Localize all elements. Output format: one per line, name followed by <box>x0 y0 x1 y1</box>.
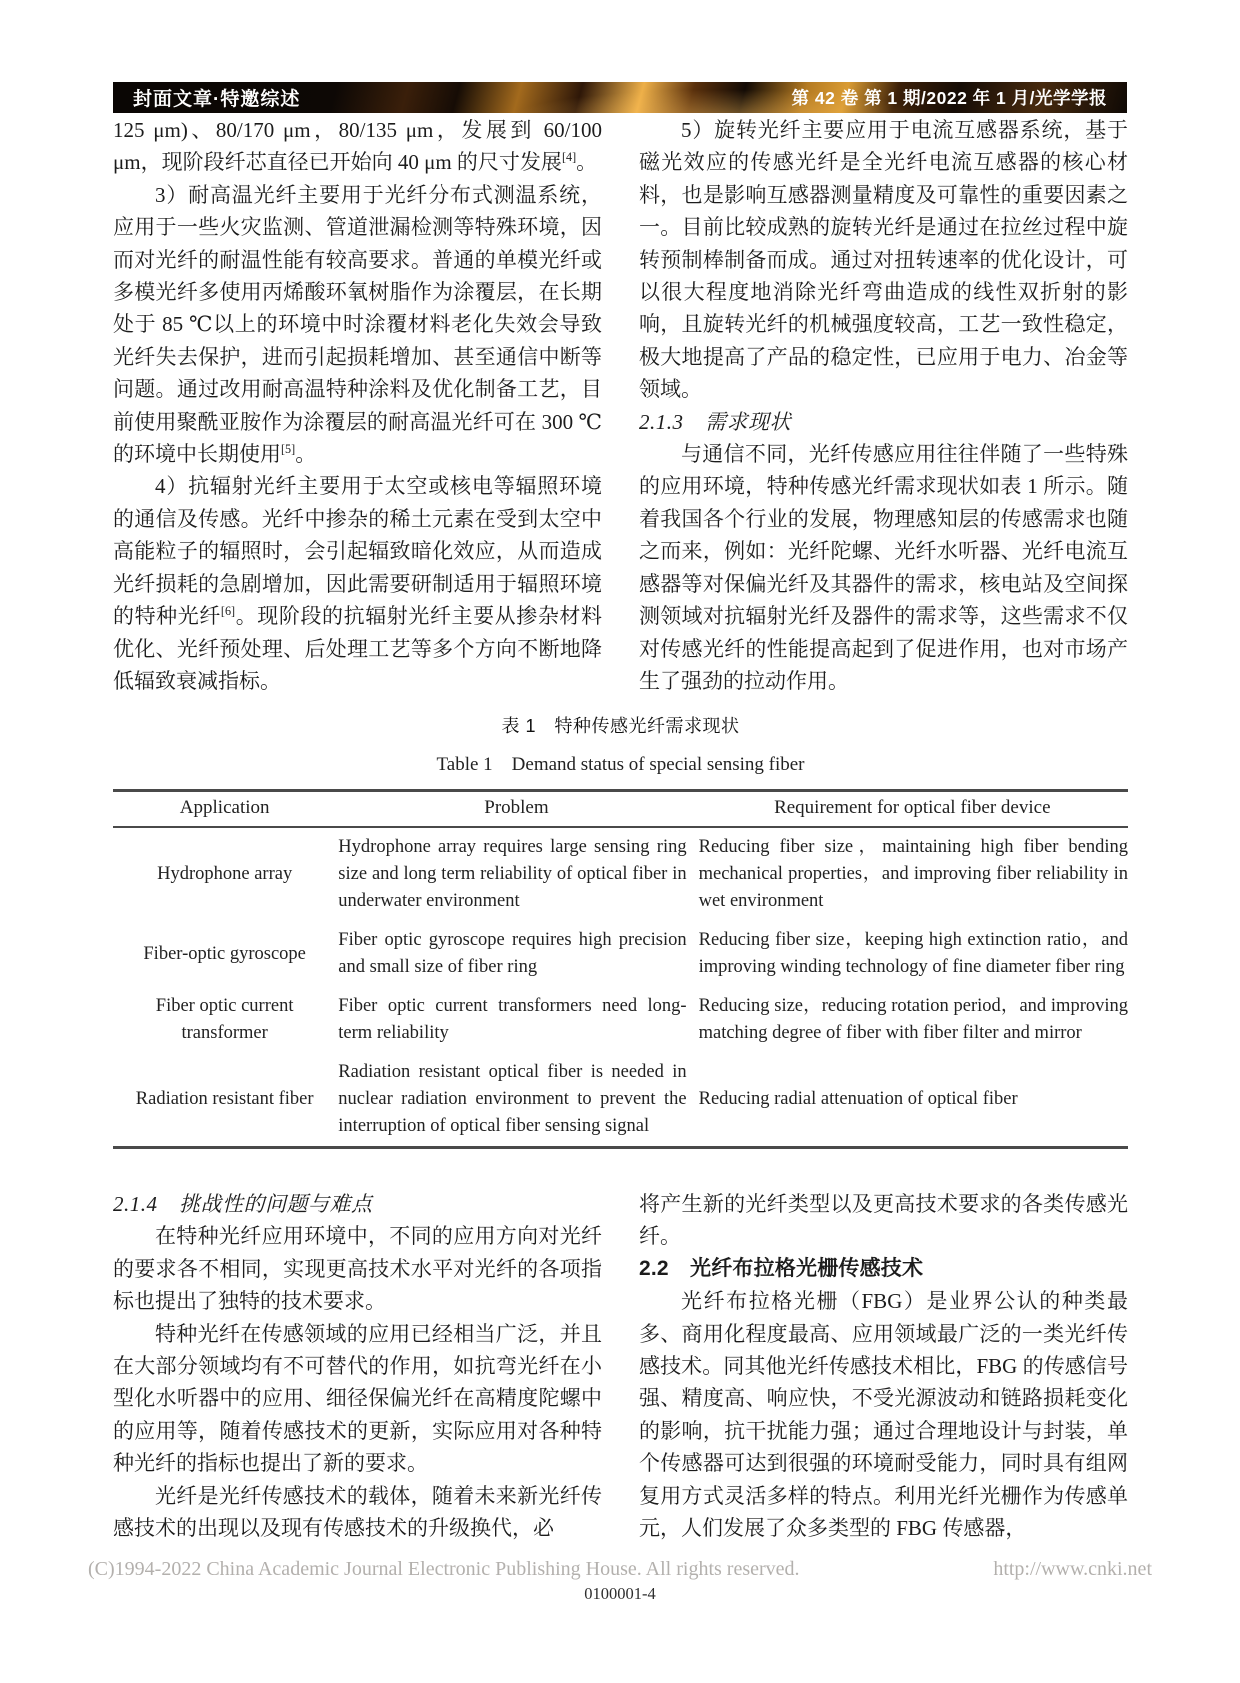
paragraph: 与通信不同，光纤传感应用往往伴随了一些特殊的应用环境，特种传感光纤需求现状如表 1 所示。随着我国各个行业的发展，物理感知层的传感需求也随之而来，例如：光纤陀螺、光纤水听器、光纤电流互感器等对保偏光纤及其器件的需求，核电站及空间探测领域对抗辐射光纤及器件的需求等，这些需求不仅对传感光纤的性能提高起到了促进作用，也对市场产生了强劲的拉动作用。 <box>639 442 1128 693</box>
col-header-problem: Problem <box>336 791 696 828</box>
paragraph: 3）耐高温光纤主要用于光纤分布式测温系统，应用于一些火灾监测、管道泄漏检测等特殊环境，因而对光纤的耐温性能有较高要求。普通的单模光纤或多模光纤多使用丙烯酸环氧树脂作为涂覆层，在长期处于 85 ℃以上的环境中时涂覆材料老化失效会导致光纤失去保护，进而引起损耗增加、甚至通信中断等问题。通过改用耐高温特种涂料及优化制备工艺，目前使用聚酰亚胺作为涂覆层的耐高温光纤可在 300 ℃的环境中长期使用[5]。 <box>113 182 602 467</box>
top-left-column <box>113 114 602 697</box>
bottom-right-column <box>639 1188 1128 1544</box>
cell-application: Fiber-optic gyroscope <box>143 943 306 964</box>
col-header-requirement: Requirement for optical fiber device <box>697 791 1128 828</box>
cell-application: Hydrophone array <box>157 864 293 884</box>
cell-problem: Fiber optic gyroscope requires high precision and small size of fiber ring <box>338 930 687 977</box>
cell-problem: Radiation resistant optical fiber is needed in nuclear radiation environment to prevent the interruption of optical fiber sensing signal <box>338 1062 687 1136</box>
bottom-left-column <box>113 1188 602 1544</box>
citation-ref: [5] <box>281 442 296 457</box>
cell-requirement: Reducing size，reducing rotation period，and improving matching degree of fiber with fiber filter and mirror <box>698 996 1128 1043</box>
cell-application: Fiber optic current transformer <box>155 996 294 1043</box>
paragraph: 4）抗辐射光纤主要用于太空或核电等辐照环境的通信及传感。光纤中掺杂的稀土元素在受到太空中高能粒子的辐照时，会引起辐致暗化效应，从而造成光纤损耗的急剧增加，因此需要研制适用于辐照环境的特种光纤[6]。现阶段的抗辐射光纤主要从掺杂材料优化、光纤预处理、后处理工艺等多个方向不断地降低辐致衰减指标。 <box>113 474 603 693</box>
table-header-row <box>113 791 1128 828</box>
section-heading: 2.1.4 挑战性的问题与难点 <box>113 1192 373 1216</box>
table-row <box>113 827 1128 921</box>
paragraph: 125 μm)、80/170 μm，80/135 μm，发展到 60/100 μm，现阶段纤芯直径已开始向 40 μm 的尺寸发展[4]。 <box>113 118 602 175</box>
page-number: 0100001-4 <box>584 1584 656 1603</box>
citation-ref: [4] <box>561 150 577 165</box>
footer-copyright-line <box>88 1558 1152 1581</box>
table-title-zh: 表 1 特种传感光纤需求现状 <box>501 716 740 736</box>
cell-problem: Fiber optic current transformers need long-term reliability <box>338 996 687 1043</box>
paragraph: 光纤布拉格光栅（FBG）是业界公认的种类最多、商用化程度最高、应用领域最广泛的一类光纤传感技术。同其他光纤传感技术相比，FBG 的传感信号强、精度高、响应快，不受光源波动和链路损耗变化的影响，抗干扰能力强；通过合理地设计与封装，单个传感器可达到很强的环境耐受能力，同时具有组网复用方式灵活多样的特点。利用光纤光栅作为传感单元，人们发展了众多类型的 FBG 传感器， <box>639 1289 1128 1541</box>
section-heading: 2.1.3 需求现状 <box>639 409 791 434</box>
paragraph: 光纤是光纤传感技术的载体，随着未来新光纤传感技术的出现以及现有传感技术的升级换代，必 <box>113 1483 602 1541</box>
header-journal-info: 第 42 卷 第 1 期/2022 年 1 月/光学学报 <box>791 88 1107 108</box>
copyright-text: (C)1994-2022 China Academic Journal Electronic Publishing House. All rights reserved. <box>88 1558 800 1580</box>
journal-header-bar <box>113 82 1127 113</box>
cell-requirement: Reducing fiber size，keeping high extinction ratio，and improving winding technology of fine diameter fiber ring <box>698 930 1128 977</box>
table-row <box>113 987 1128 1053</box>
section-heading: 2.2 光纤布拉格光栅传感技术 <box>639 1256 924 1280</box>
paragraph: 特种光纤在传感领域的应用已经相当广泛，并且在大部分领域均有不可替代的作用，如抗弯光纤在小型化水听器中的应用、细径保偏光纤在高精度陀螺中的应用等，随着传感技术的更新，实际应用对各种特种光纤的指标也提出了新的要求。 <box>113 1321 602 1476</box>
table-row <box>113 1053 1128 1148</box>
citation-ref: [6] <box>220 604 236 619</box>
table-row <box>113 921 1128 987</box>
bottom-text-section <box>113 1188 1128 1544</box>
paragraph: 将产生新的光纤类型以及更高技术要求的各类传感光纤。 <box>639 1192 1128 1249</box>
demand-status-table <box>113 789 1128 1149</box>
cell-requirement: Reducing fiber size，maintaining high fiber bending mechanical properties，and improving fiber reliability in wet environment <box>698 837 1128 911</box>
table-block <box>113 712 1128 1149</box>
paragraph: 5）旋转光纤主要应用于电流互感器系统，基于磁光效应的传感光纤是全光纤电流互感器的核心材料，也是影响互感器测量精度及可靠性的重要因素之一。目前比较成熟的旋转光纤是通过在拉丝过程中旋转预制棒制备而成。通过对扭转速率的优化设计，可以很大程度地消除光纤弯曲造成的线性双折射的影响，且旋转光纤的机械强度较高，工艺一致性稳定，极大地提高了产品的稳定性，已应用于电力、冶金等领域。 <box>639 118 1128 402</box>
footer-url: http://www.cnki.net <box>993 1558 1152 1580</box>
cell-application: Radiation resistant fiber <box>135 1089 314 1109</box>
col-header-application: Application <box>113 791 336 828</box>
top-right-column <box>639 114 1128 697</box>
header-section-label: 封面文章·特邀综述 <box>133 89 301 110</box>
table-body <box>113 827 1128 1148</box>
cell-requirement: Reducing radial attenuation of optical fiber <box>698 1089 1018 1109</box>
paragraph: 在特种光纤应用环境中，不同的应用方向对光纤的要求各不相同，实现更高技术水平对光纤的各项指标也提出了独特的技术要求。 <box>113 1224 602 1314</box>
table-title-en: Table 1 Demand status of special sensing fiber <box>436 754 805 775</box>
top-text-section <box>113 114 1128 697</box>
cell-problem: Hydrophone array requires large sensing ring size and long term reliability of optical fiber in underwater environment <box>338 837 687 911</box>
